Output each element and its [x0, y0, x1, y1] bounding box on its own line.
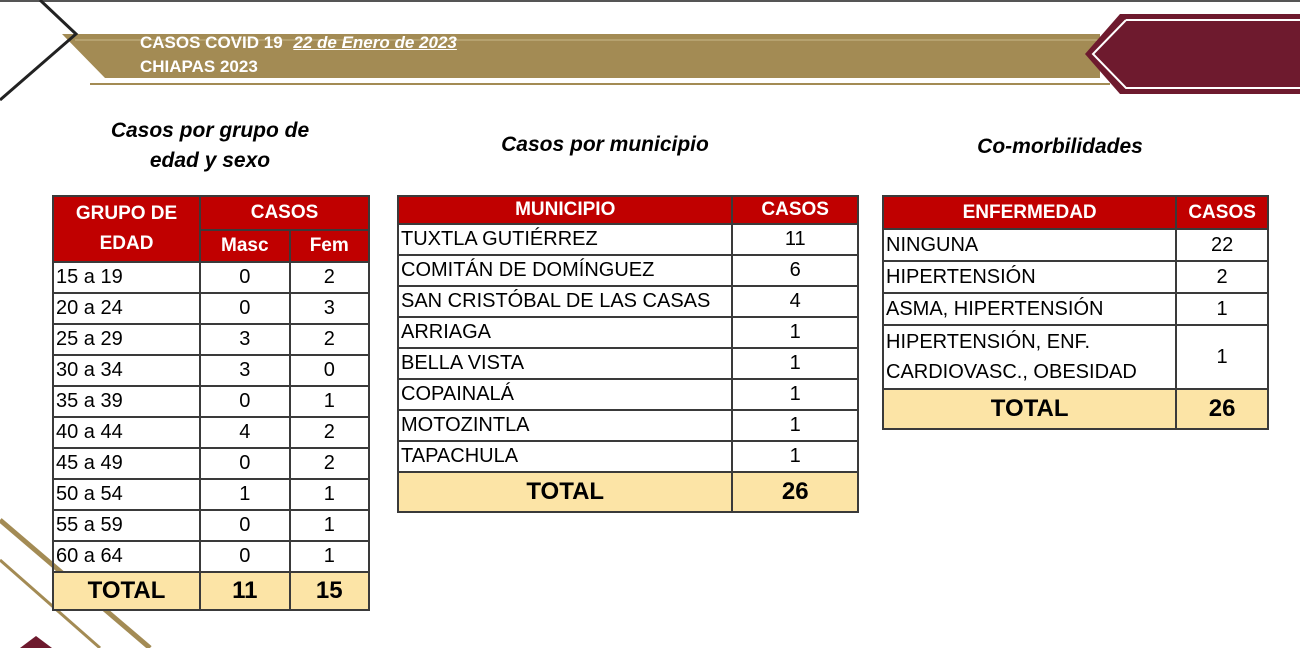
corner-chevron — [0, 0, 76, 100]
comorb-cases-header: CASOS — [1176, 196, 1268, 229]
table-row: 25 a 29 3 2 — [53, 324, 369, 355]
header-subtitle: CHIAPAS 2023 — [140, 57, 258, 76]
table-row: HIPERTENSIÓN, ENF. CARDIOVASC., OBESIDAD 1 — [883, 325, 1268, 389]
header-title — [140, 32, 457, 54]
maroon-ribbon — [1085, 14, 1300, 94]
table-row: NINGUNA 22 — [883, 229, 1268, 261]
corner-maroon-accent — [20, 636, 52, 648]
table-row: ASMA, HIPERTENSIÓN 1 — [883, 293, 1268, 325]
header-date: 22 de Enero de 2023 — [293, 33, 457, 52]
table-row: 50 a 54 1 1 — [53, 479, 369, 510]
table-row: 55 a 59 0 1 — [53, 510, 369, 541]
table-row: COMITÁN DE DOMÍNGUEZ 6 — [398, 255, 858, 286]
total-cases: 26 — [1176, 389, 1268, 429]
table-row: 60 a 64 0 1 — [53, 541, 369, 572]
municipio-cases-header: CASOS — [732, 196, 858, 224]
table-row: 35 a 39 0 1 — [53, 386, 369, 417]
table-row: MOTOZINTLA 1 — [398, 410, 858, 441]
cases-header: CASOS — [200, 196, 369, 230]
table-row: 20 a 24 0 3 — [53, 293, 369, 324]
fem-header: Fem — [290, 230, 370, 262]
age-sex-table — [52, 195, 370, 611]
table-row: 45 a 49 0 2 — [53, 448, 369, 479]
total-cases: 26 — [732, 472, 858, 512]
enfermedad-header: ENFERMEDAD — [883, 196, 1176, 229]
table-row: TUXTLA GUTIÉRREZ 11 — [398, 224, 858, 255]
total-row — [53, 572, 369, 610]
comorb-table — [882, 195, 1269, 430]
total-label: TOTAL — [53, 572, 200, 610]
age-group-header: GRUPO DE EDAD — [53, 196, 200, 262]
table-row: 15 a 19 0 2 — [53, 262, 369, 293]
table-row: 30 a 34 3 0 — [53, 355, 369, 386]
table-row: SAN CRISTÓBAL DE LAS CASAS 4 — [398, 286, 858, 317]
municipio-section-title: Casos por municipio — [501, 133, 709, 156]
table-row: HIPERTENSIÓN 2 — [883, 261, 1268, 293]
table-row: TAPACHULA 1 — [398, 441, 858, 472]
table-row: COPAINALÁ 1 — [398, 379, 858, 410]
masc-header: Masc — [200, 230, 289, 262]
total-row — [398, 472, 858, 512]
age-section-title: Casos por grupo de edad y sexo — [110, 119, 310, 172]
total-label: TOTAL — [883, 389, 1176, 429]
table-row: 40 a 44 4 2 — [53, 417, 369, 448]
total-fem: 15 — [290, 572, 370, 610]
total-row — [883, 389, 1268, 429]
municipio-header: MUNICIPIO — [398, 196, 732, 224]
total-label: TOTAL — [398, 472, 732, 512]
table-row: BELLA VISTA 1 — [398, 348, 858, 379]
table-row: ARRIAGA 1 — [398, 317, 858, 348]
municipio-table — [397, 195, 859, 513]
comorb-section-title: Co-morbilidades — [977, 135, 1143, 158]
total-masc: 11 — [200, 572, 289, 610]
header-line1: CASOS COVID 19 — [140, 33, 283, 52]
